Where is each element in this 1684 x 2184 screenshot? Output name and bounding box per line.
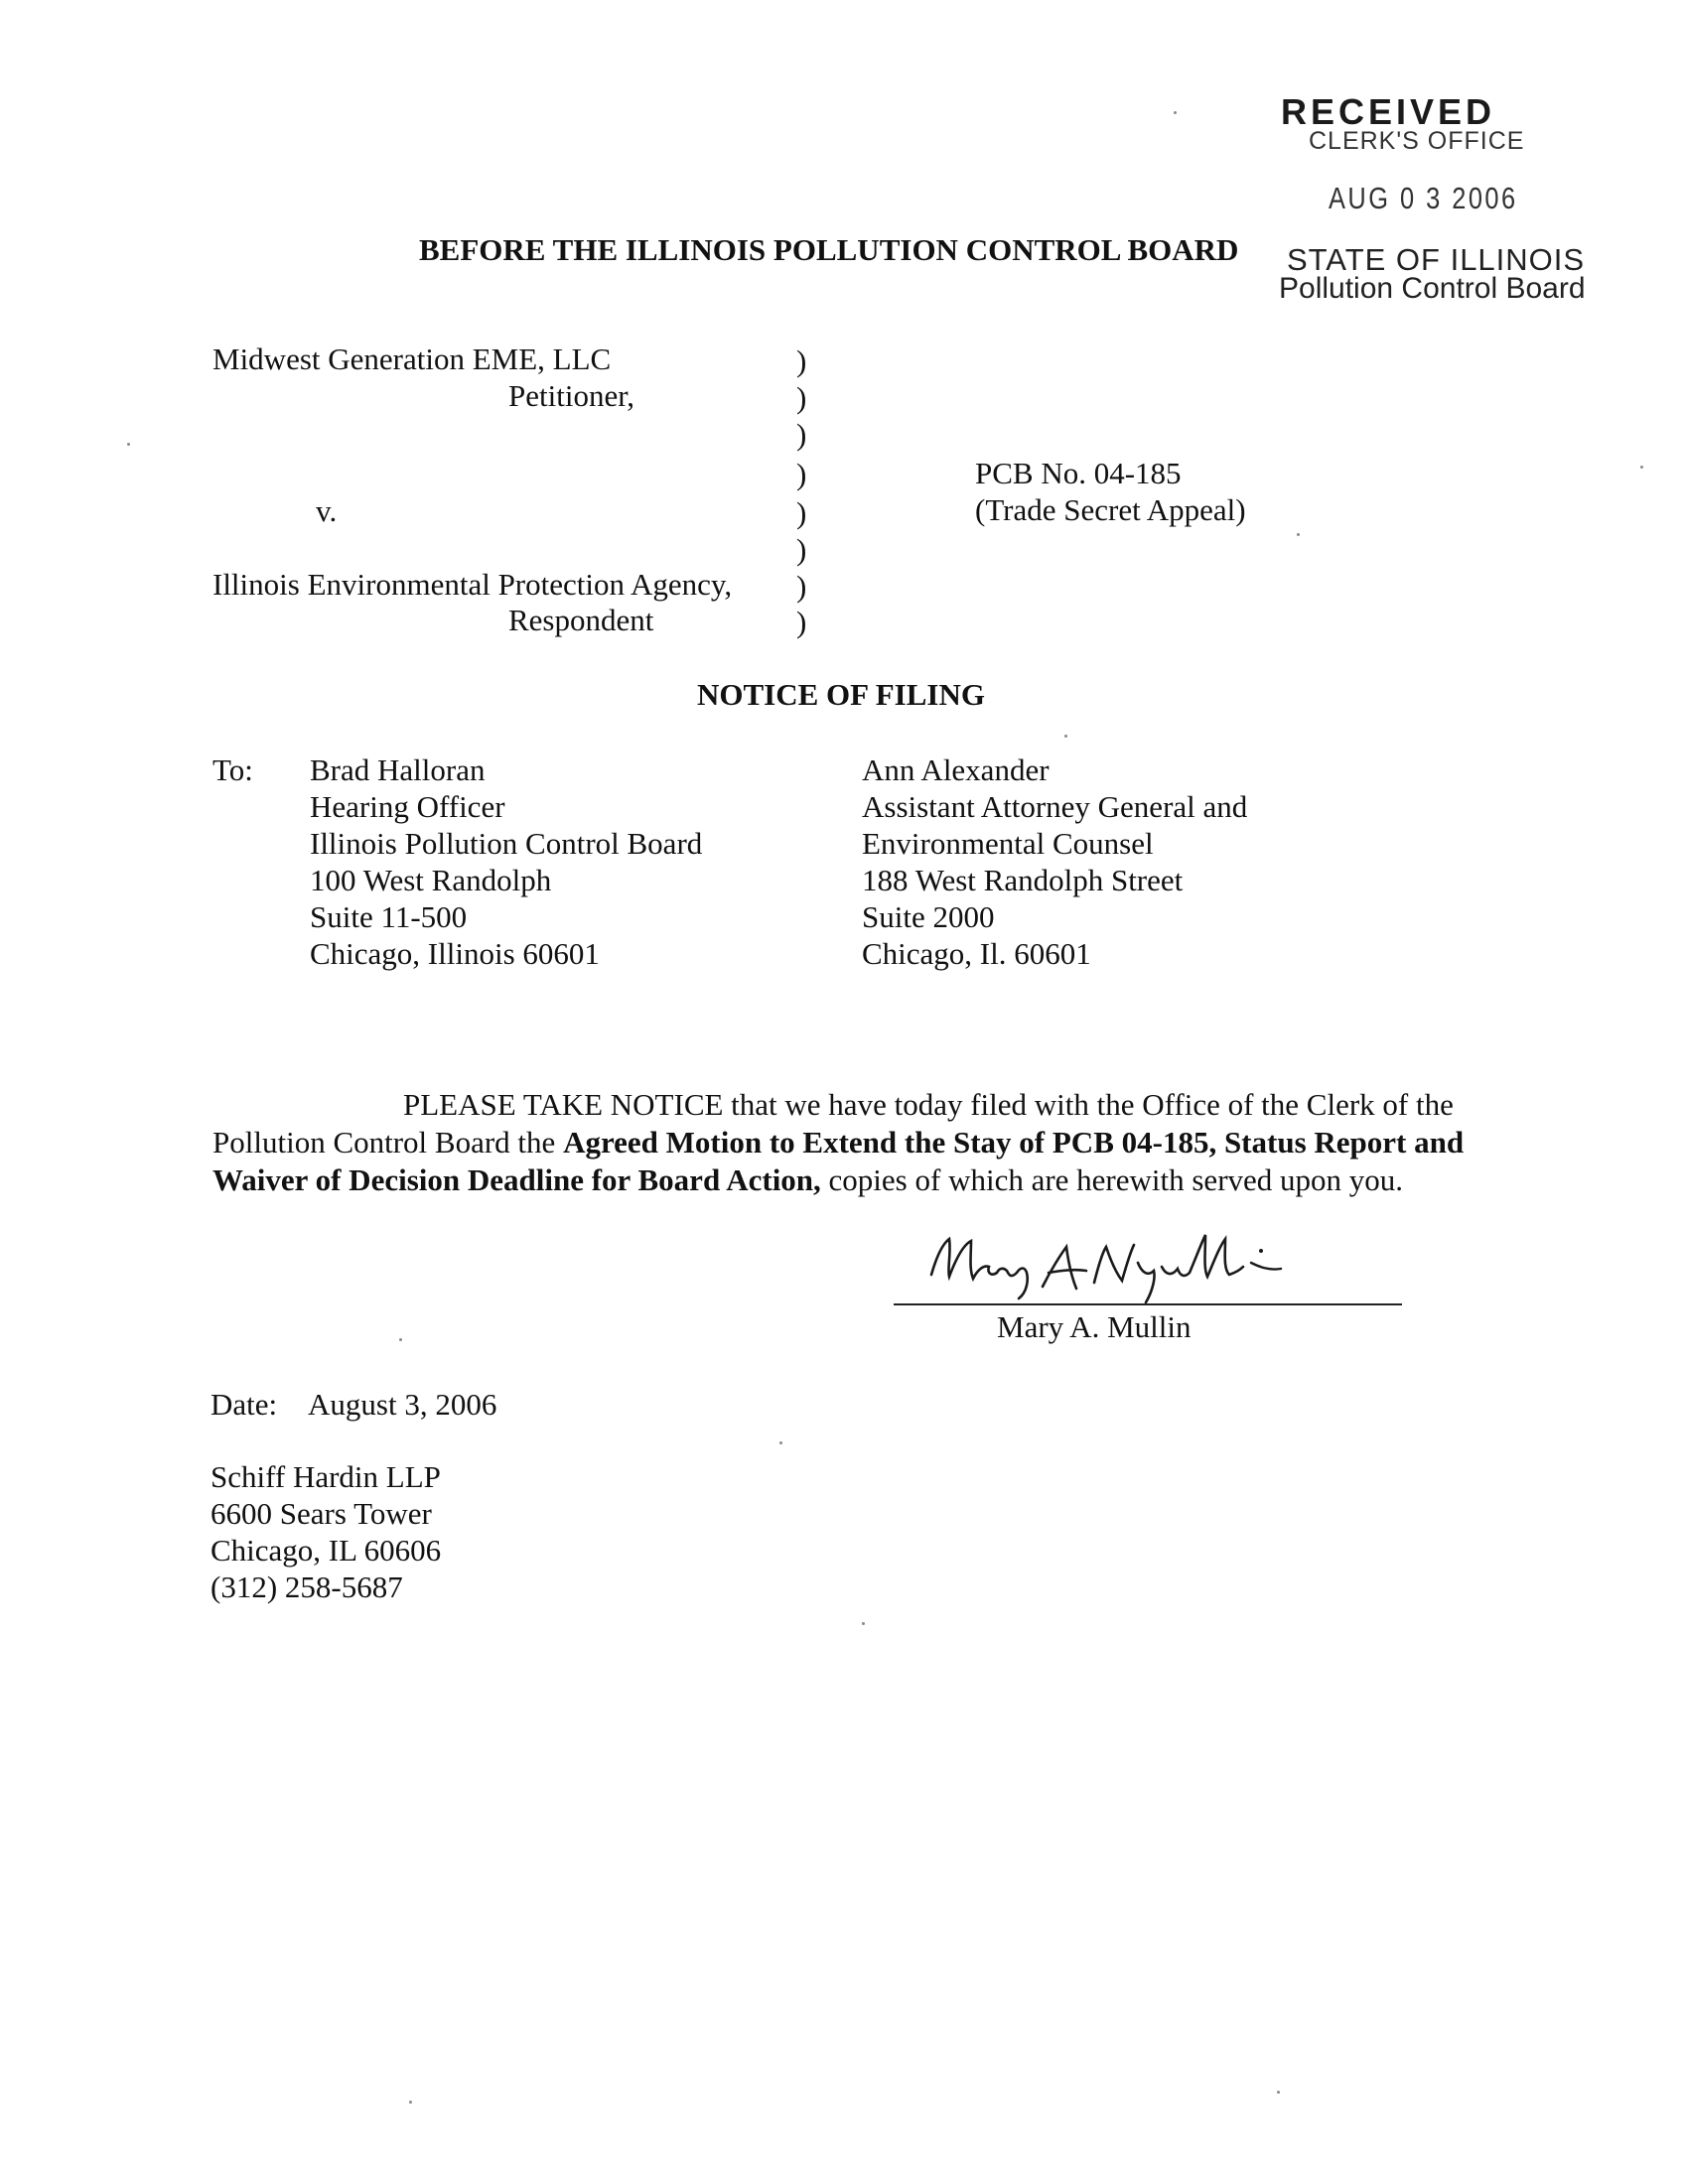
recipient-2-line: 188 West Randolph Street [862, 863, 1184, 897]
firm-line: Chicago, IL 60606 [210, 1533, 442, 1568]
recipient-1-line: Chicago, Illinois 60601 [310, 936, 600, 971]
firm-line: (312) 258-5687 [210, 1570, 403, 1604]
versus: v. [316, 493, 338, 528]
firm-block [210, 1458, 441, 1605]
scan-speck [1640, 466, 1643, 469]
recipient-1-line: Illinois Pollution Control Board [310, 826, 703, 861]
stamp-board: Pollution Control Board [1279, 272, 1586, 305]
recipient-2-line: Suite 2000 [862, 899, 995, 934]
to-label: To: [212, 752, 253, 787]
body-text-1: PLEASE TAKE NOTICE that we have today filed with the Office of the Clerk of the Pollution Control Board the [212, 1087, 1454, 1160]
case-type: (Trade Secret Appeal) [975, 492, 1246, 527]
stamp-received: RECEIVED [1281, 91, 1496, 132]
court-heading: BEFORE THE ILLINOIS POLLUTION CONTROL BOARD [419, 232, 1239, 267]
stamp-clerks-office: CLERK'S OFFICE [1309, 127, 1525, 155]
caption-paren: ) [796, 417, 807, 452]
signer-name: Mary A. Mullin [997, 1309, 1192, 1344]
petitioner-name: Midwest Generation EME, LLC [212, 341, 612, 376]
scan-speck [862, 1622, 865, 1625]
handwritten-signature [892, 1223, 1408, 1312]
scan-speck [779, 1441, 782, 1444]
stamp-state: STATE OF ILLINOIS [1287, 242, 1586, 277]
petitioner-role: Petitioner, [508, 378, 635, 413]
caption-paren: ) [796, 457, 807, 491]
stamp-date: AUG 0 3 2006 [1329, 181, 1518, 215]
scan-speck [127, 443, 130, 446]
recipient-1-block [310, 751, 702, 972]
caption-paren: ) [796, 569, 807, 604]
recipient-1-line: Hearing Officer [310, 789, 505, 824]
respondent-role: Respondent [508, 603, 654, 637]
recipient-1-line: Suite 11-500 [310, 899, 468, 934]
caption-paren: ) [796, 495, 807, 530]
date-value: August 3, 2006 [308, 1387, 497, 1422]
scan-speck [409, 2101, 412, 2104]
case-number: PCB No. 04-185 [975, 456, 1182, 490]
signature-line [894, 1303, 1402, 1305]
recipient-2-line: Ann Alexander [862, 752, 1050, 787]
notice-title: NOTICE OF FILING [697, 677, 985, 712]
scan-speck [399, 1338, 402, 1341]
recipient-2-line: Chicago, Il. 60601 [862, 936, 1091, 971]
body-text-2: copies of which are herewith served upon you. [820, 1162, 1404, 1197]
firm-line: Schiff Hardin LLP [210, 1459, 441, 1494]
caption-paren: ) [796, 532, 807, 567]
notice-body [212, 1086, 1523, 1199]
recipient-1-line: 100 West Randolph [310, 863, 552, 897]
respondent-name: Illinois Environmental Protection Agency, [212, 567, 733, 602]
scan-speck [1064, 735, 1067, 738]
firm-line: 6600 Sears Tower [210, 1496, 432, 1531]
recipient-2-line: Assistant Attorney General and [862, 789, 1248, 824]
caption-paren: ) [796, 343, 807, 378]
scan-speck [1297, 533, 1300, 536]
recipient-1-line: Brad Halloran [310, 752, 486, 787]
body-bold-text: Agreed Motion to Extend the Stay of PCB 04-185, Status Report and Waiver of Decision Deadline for Board Action, [212, 1125, 1465, 1197]
scan-speck [1174, 111, 1177, 114]
recipient-2-block [862, 751, 1247, 972]
recipient-2-line: Environmental Counsel [862, 826, 1154, 861]
date-label: Date: [210, 1387, 278, 1422]
scan-speck [1277, 2091, 1280, 2094]
caption-paren: ) [796, 605, 807, 639]
caption-paren: ) [796, 380, 807, 415]
